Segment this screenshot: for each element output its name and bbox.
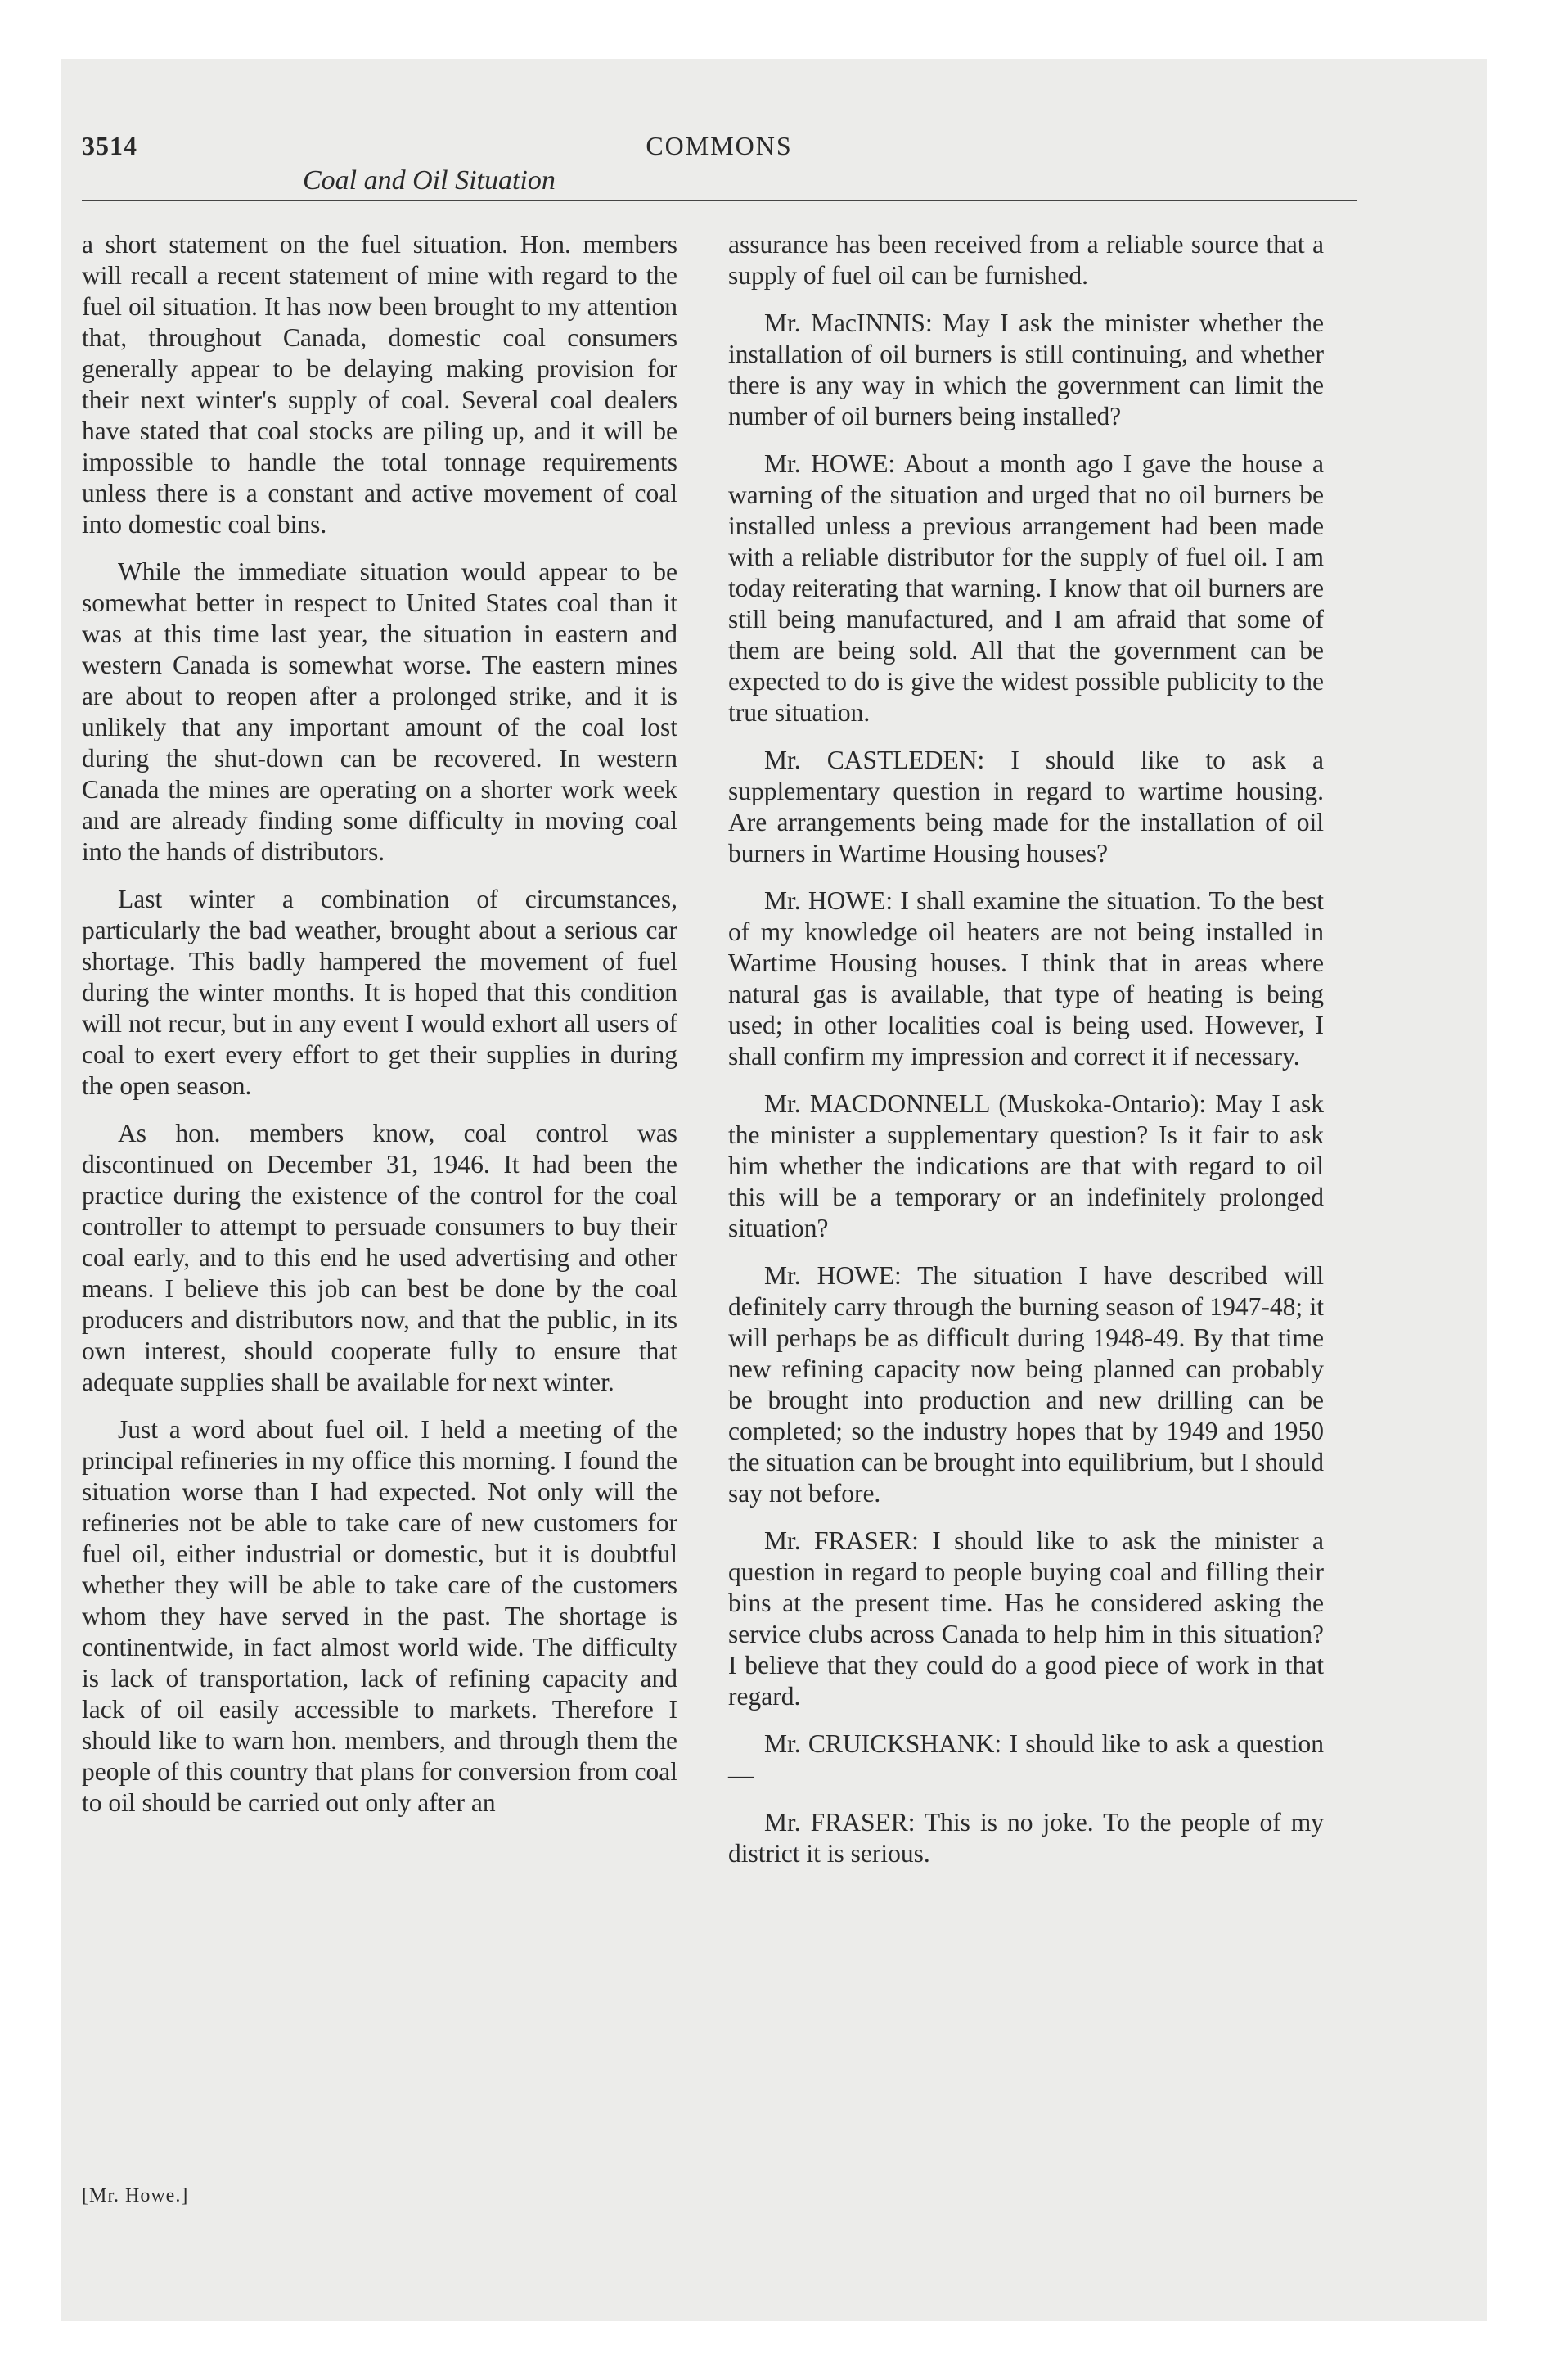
paragraph: Mr. HOWE: I shall examine the situation. To the best of my knowledge oil heaters are not being installed in Wartime Housing houses. I think that in areas where natural gas is available, that type of heating is being used; in other localities coal is being used. However, I shall confirm my impression and correct it if necessary. (728, 886, 1324, 1071)
paragraph: Mr. CRUICKSHANK: I should like to ask a question— (728, 1729, 1324, 1789)
paragraph: While the immediate situation would appear to be somewhat better in respect to United States coal than it was at this time last year, the situation in eastern and western Canada is somewhat worse. The eastern mines are about to reopen after a prolonged strike, and it is unlikely that any important amount of the coal lost during the shut-down can be recovered. In western Canada the mines are operating on a shorter work week and are already finding some difficulty in moving coal into the hands of distributors. (82, 557, 677, 866)
paragraph: Mr. FRASER: I should like to ask the minister a question in regard to people buying coal and filling their bins at the present time. Has he considered asking the service clubs across Canada to help him in this situation? I believe that they could do a good piece of work in that regard. (728, 1526, 1324, 1711)
running-title: Coal and Oil Situation (303, 165, 556, 196)
paragraph: Mr. CASTLEDEN: I should like to ask a supplementary question in regard to wartime housing. Are arrangements being made for the installation of oil burners in Wartime Housing houses? (728, 746, 1324, 868)
page-header (82, 74, 1357, 196)
paragraph: Mr. HOWE: The situation I have described will definitely carry through the burning season of 1947-48; it will perhaps be as difficult during 1948-49. By that time new refining capacity now being planned can probably be brought into production and new drilling can be completed; so the industry hopes that by 1949 and 1950 the situation can be brought into equilibrium, but I should say not before. (728, 1261, 1324, 1508)
paragraph: Mr. FRASER: This is no joke. To the people of my district it is serious. (728, 1808, 1324, 1868)
paragraph: a short statement on the fuel situation. Hon. members will recall a recent statement of mine with regard to the fuel oil situation. It has now been brought to my attention that, throughout Canada, domestic coal consumers generally appear to be delaying making provision for their next winter's supply of coal. Several coal dealers have stated that coal stocks are piling up, and it will be impossible to handle the total tonnage requirements unless there is a constant and active movement of coal into domestic coal bins. (82, 230, 677, 539)
paragraph: Mr. HOWE: About a month ago I gave the house a warning of the situation and urged that no oil burners be installed unless a previous arrangement had been made with a reliable distributor for the supply of fuel oil. I am today reiterating that warning. I know that oil burners are still being manufactured, and I am afraid that some of them are being sold. All that the government can be expected to do is give the widest possible publicity to the true situation. (728, 449, 1324, 727)
speaker-footnote: [Mr. Howe.] (82, 2185, 189, 2206)
paragraph: Mr. MacINNIS: May I ask the minister whether the installation of oil burners is still continuing, and whether there is any way in which the government can limit the number of oil burners being installed? (728, 309, 1324, 430)
page-number: 3514 (82, 131, 137, 160)
left-column (82, 229, 677, 1835)
paragraph: Last winter a combination of circumstances, particularly the bad weather, brought about a serious car shortage. This badly hampered the movement of fuel during the winter months. It is hoped that this condition will not recur, but in any event I would exhort all users of coal to exert every effort to get their supplies in during the open season. (82, 885, 677, 1100)
paragraph: assurance has been received from a reliable source that a supply of fuel oil can be furnished. (728, 230, 1324, 290)
right-column (728, 229, 1324, 1886)
header-rule (82, 200, 1357, 201)
paragraph: As hon. members know, coal control was discontinued on December 31, 1946. It had been the practice during the existence of the control for the coal controller to attempt to persuade consumers to buy their coal early, and to this end he used advertising and other means. I believe this job can best be done by the coal producers and distributors now, and that the public, in its own interest, should cooperate fully to ensure that adequate supplies shall be available for next winter. (82, 1119, 677, 1396)
paragraph: Just a word about fuel oil. I held a meeting of the principal refineries in my office this morning. I found the situation worse than I had expected. Not only will the refineries not be able to take care of new customers for fuel oil, either industrial or domestic, but it is doubtful whether they will be able to take care of the customers whom they have served in the past. The shortage is continentwide, in fact almost world wide. The difficulty is lack of transportation, lack of refining capacity and lack of oil easily accessible to markets. Therefore I should like to warn hon. members, and through them the people of this country that plans for conversion from coal to oil should be carried out only after an (82, 1415, 677, 1817)
chamber-title: COMMONS (646, 131, 793, 160)
paragraph: Mr. MACDONNELL (Muskoka-Ontario): May I ask the minister a supplementary question? Is it fair to ask him whether the indications are that with regard to oil this will be a temporary or an indefinitely prolonged situation? (728, 1089, 1324, 1242)
